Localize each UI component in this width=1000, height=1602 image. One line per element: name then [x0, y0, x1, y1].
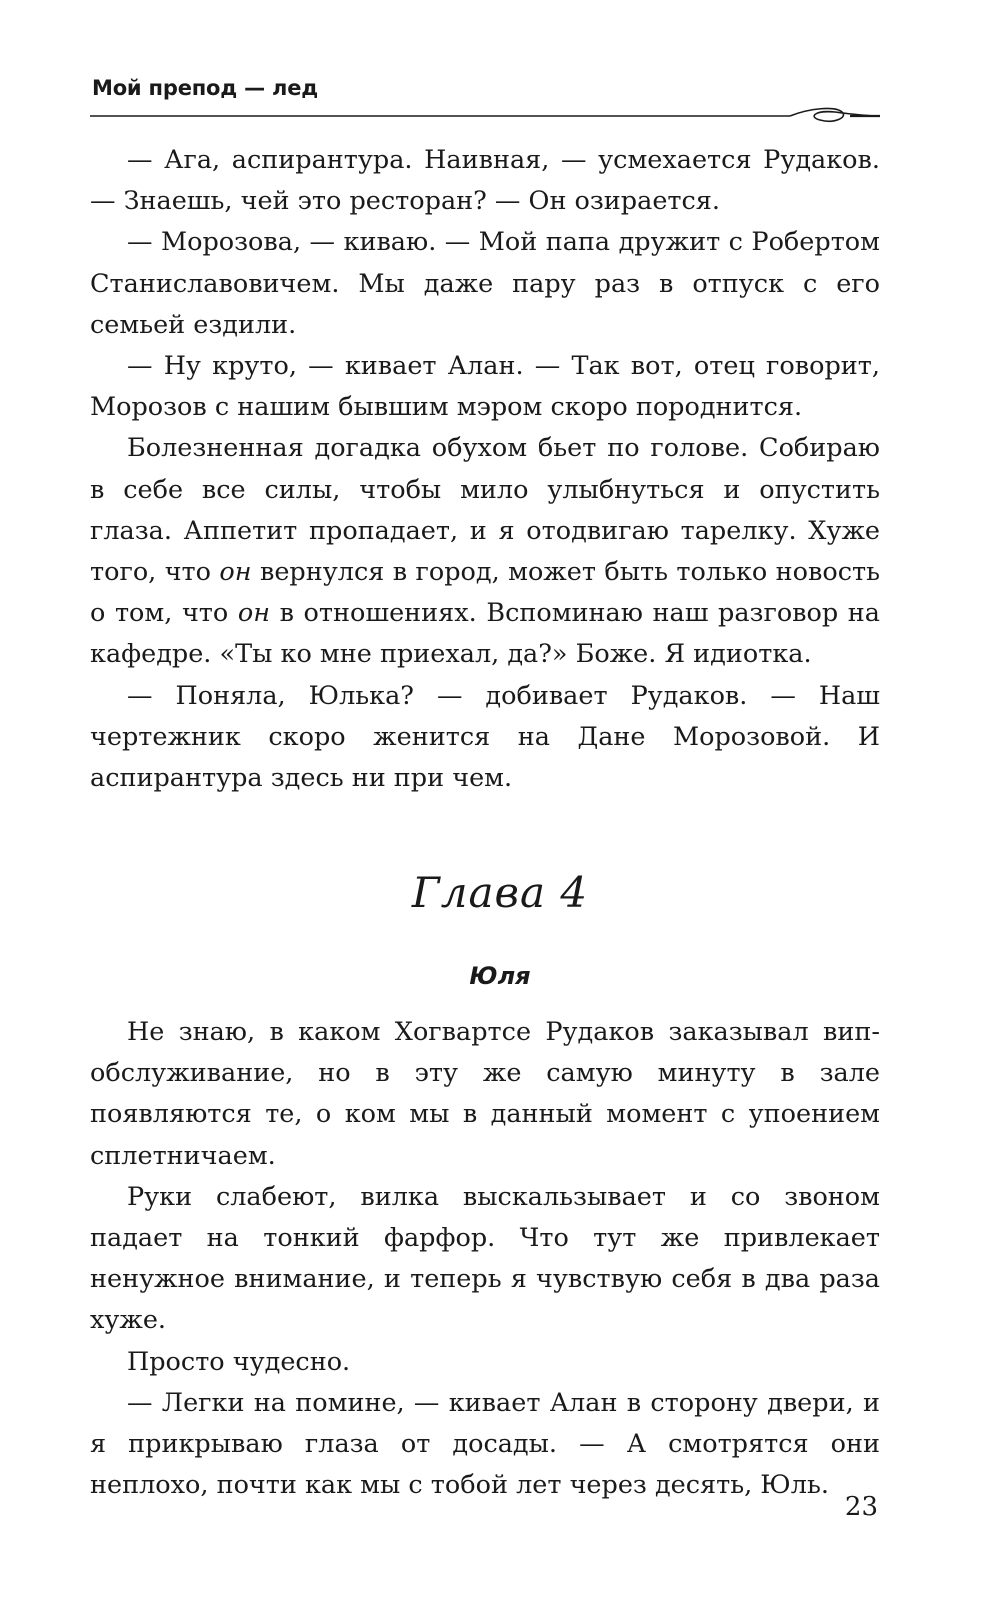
paragraph: — Морозова, — киваю. — Мой папа дружит с Робертом Станиславовичем. Мы даже пару раз в отпуск с его семьей ездили. — [90, 227, 880, 340]
chapter-pov-name: Юля — [469, 962, 531, 990]
text-block-before-chapter — [90, 140, 880, 799]
paragraph: — Ну круто, — кивает Алан. — Так вот, отец говорит, Морозов с нашим бывшим мэром скоро породнится. — [90, 351, 880, 423]
italic-word: он — [219, 557, 252, 588]
text-run: в отношениях. Вспоминаю наш разговор на кафедре. «Ты ко мне приехал, да?» Боже. Я идиотка. — [90, 598, 880, 670]
text-run: вернулся в город, может быть только новость о том, что — [90, 557, 880, 629]
header-rule-flourish — [90, 104, 880, 128]
text-block-chapter — [90, 1012, 880, 1506]
paragraph: — Легки на помине, — кивает Алан в сторону двери, и я прикрываю глаза от досады. — А смотрятся они неплохо, почти как мы с тобой лет через десять, Юль. — [90, 1387, 880, 1501]
paragraph: Не знаю, в каком Хогвартсе Рудаков заказывал вип-обслуживание, но в эту же самую минуту в зале появляются те, о ком мы в данный момент с упоением сплетничаем. — [90, 1017, 880, 1171]
running-head: Мой препод — лед — [92, 76, 319, 100]
italic-word: он — [237, 598, 271, 629]
chapter-title: Глава 4 — [411, 868, 589, 917]
paragraph: — Поняла, Юлька? — добивает Рудаков. — Наш чертежник скоро женится на Дане Морозовой. И аспирантура здесь ни при чем. — [90, 680, 880, 794]
paragraph: Руки слабеют, вилка выскальзывает и со звоном падает на тонкий фарфор. Что тут же привлекает ненужное внимание, и теперь я чувствую себя в два раза хуже. — [90, 1181, 880, 1336]
paragraph: — Ага, аспирантура. Наивная, — усмехается Рудаков. — Знаешь, чей это ресторан? — Он озирается. — [90, 145, 880, 217]
paragraph: Просто чудесно. — [127, 1346, 351, 1377]
page-number: 23 — [844, 1492, 878, 1522]
paragraph-with-italics — [90, 428, 880, 675]
text-run: Болезненная догадка обухом бьет по голове. Собираю в себе все силы, чтобы мило улыбнуться и опустить глаза. Аппетит пропадает, и я отодвигаю тарелку. Хуже того, что — [90, 433, 880, 588]
